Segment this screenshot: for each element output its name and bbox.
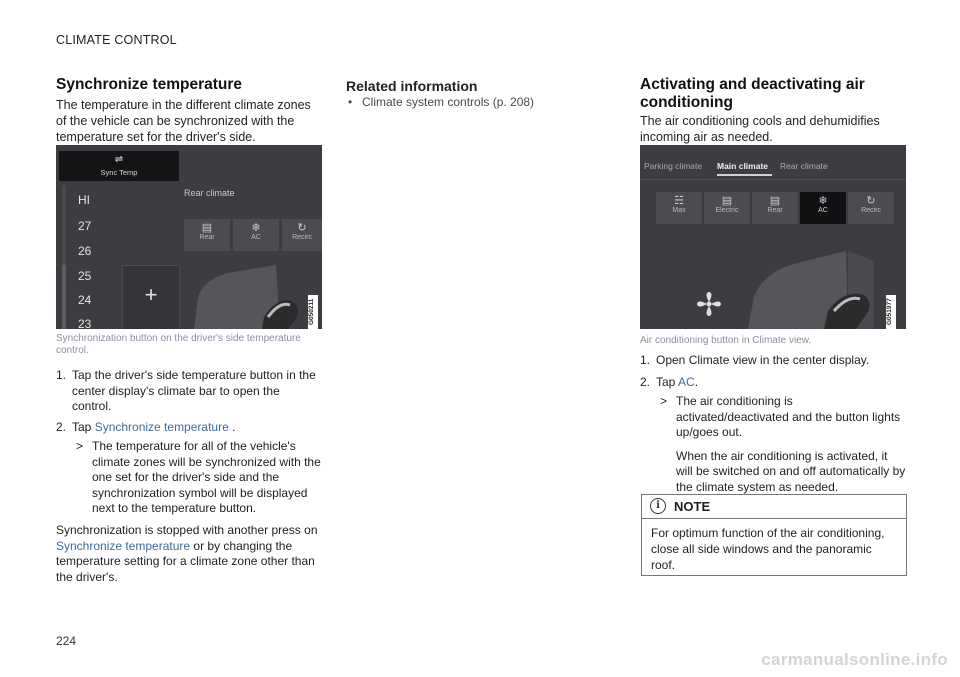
sync-illustration bbox=[56, 145, 322, 329]
tab-active-underline bbox=[717, 174, 772, 176]
tab-main-climate: Main climate bbox=[717, 161, 769, 171]
section-title-ac: Activating and deactivating air conditioning bbox=[640, 76, 865, 111]
tab-rear-climate: Rear climate bbox=[780, 161, 828, 171]
rear-defrost-button: ▤ Rear bbox=[752, 192, 798, 224]
ac-steps bbox=[640, 353, 906, 495]
ac-caption: Air conditioning button in Climate view. bbox=[640, 335, 812, 346]
ac-button-active: ❄ AC bbox=[800, 192, 846, 224]
sync-temp-label: Sync Temp bbox=[100, 168, 138, 177]
sync-temperature-link[interactable]: Synchronize temperature bbox=[56, 538, 191, 553]
snowflake-icon: ❄ bbox=[251, 222, 261, 234]
note-text: For optimum function of the air conditioning, close all side windows and the panoramic roof. bbox=[651, 526, 885, 572]
rear-defrost-button: ▤ Rear bbox=[184, 219, 230, 251]
windshield-heat-icon: ▤ bbox=[721, 195, 733, 207]
rear-defrost-icon: ▤ bbox=[769, 195, 781, 207]
temp-value: 25 bbox=[78, 269, 92, 283]
recirc-icon: ↻ bbox=[297, 222, 307, 234]
related-item: • Climate system controls (p. 208) bbox=[348, 95, 535, 109]
info-icon: i bbox=[650, 498, 666, 514]
ac-intro: The air conditioning cools and dehumidifies incoming air as needed. bbox=[640, 114, 880, 144]
ac-illustration bbox=[640, 145, 906, 329]
section-title-sync: Synchronize temperature bbox=[56, 76, 243, 93]
seat-graphic bbox=[184, 257, 322, 329]
image-code: G050211 bbox=[308, 295, 318, 329]
related-info-title: Related information bbox=[346, 78, 478, 94]
step-result: > The air conditioning is activated/deactivated and the button lights up/goes out. bbox=[660, 394, 901, 439]
temp-value: 26 bbox=[78, 244, 92, 258]
fan-icon bbox=[696, 291, 722, 317]
sync-caption: Synchronization button on the driver's side temperature control. bbox=[56, 333, 301, 356]
temp-value: 27 bbox=[78, 219, 92, 233]
temp-value: HI bbox=[78, 193, 90, 207]
snowflake-icon: ❄ bbox=[818, 195, 828, 207]
note-header bbox=[642, 495, 906, 519]
sync-temperature-link[interactable]: Synchronize temperature bbox=[94, 419, 229, 434]
max-defrost-icon: ☵ bbox=[674, 195, 684, 207]
rear-defrost-icon: ▤ bbox=[201, 222, 213, 234]
step: 1. Open Climate view in the center display. bbox=[640, 353, 870, 367]
sync-intro: The temperature in the different climate zones of the vehicle can be synchronized with the temperature set for the driver's side. bbox=[56, 98, 311, 144]
recirc-button: ↻ Recirc bbox=[282, 219, 322, 251]
running-header: CLIMATE CONTROL bbox=[56, 33, 177, 47]
sync-icon: ⇌ bbox=[114, 154, 124, 165]
temp-value: 24 bbox=[78, 293, 92, 307]
sync-temp-box bbox=[59, 151, 179, 181]
ac-button: ❄ AC bbox=[233, 219, 279, 251]
image-code: G051977 bbox=[886, 295, 896, 329]
seat-graphic bbox=[698, 241, 906, 329]
note-title: NOTE bbox=[674, 499, 711, 514]
recirc-button: ↻ Recirc bbox=[848, 192, 894, 224]
sync-steps bbox=[56, 368, 322, 517]
temp-value: 23 bbox=[78, 317, 92, 329]
related-link[interactable]: Climate system controls (p. 208) bbox=[362, 95, 535, 109]
tab-parking-climate: Parking climate bbox=[644, 161, 703, 171]
page-number: 224 bbox=[56, 634, 77, 648]
ac-link[interactable]: AC bbox=[678, 374, 695, 389]
sync-closing: Synchronization is stopped with another press on Synchronize temperature or by changing the temperature setting for a climate zone other than the driver's. bbox=[56, 523, 318, 584]
temp-slider-fill bbox=[62, 265, 66, 329]
watermark: carmanualsonline.info bbox=[761, 650, 948, 669]
rear-climate-label: Rear climate bbox=[184, 188, 235, 198]
max-defrost-button: ☵ Max bbox=[656, 192, 702, 224]
recirc-icon: ↻ bbox=[866, 195, 876, 207]
step: 2. Tap AC. > The air conditioning is activated/deactivated and the button lights up/goes out. When the air conditioning is activated, it will be switched on and off automatically by the climate system as needed. bbox=[640, 374, 906, 494]
step: 1. Tap the driver's side temperature button in the center display's climate bar to open the control. bbox=[56, 368, 316, 413]
step-result: > The temperature for all of the vehicle's climate zones will be synchronized with the one set for the driver's side and the synchronization symbol will be displayed next to the temperature button. bbox=[76, 439, 321, 515]
temp-plus-button: + bbox=[122, 265, 180, 329]
step: 2. Tap Synchronize temperature . > The temperature for all of the vehicle's climate zones will be synchronized with the one set for the driver's side and the synchronization symbol will be displayed next to the temperature button. bbox=[56, 419, 321, 515]
step-result-extra: When the air conditioning is activated, it will be switched on and off automatically by the climate system as needed. bbox=[676, 448, 906, 494]
note-box bbox=[641, 494, 907, 576]
electric-defrost-button: ▤ Electric bbox=[704, 192, 750, 224]
